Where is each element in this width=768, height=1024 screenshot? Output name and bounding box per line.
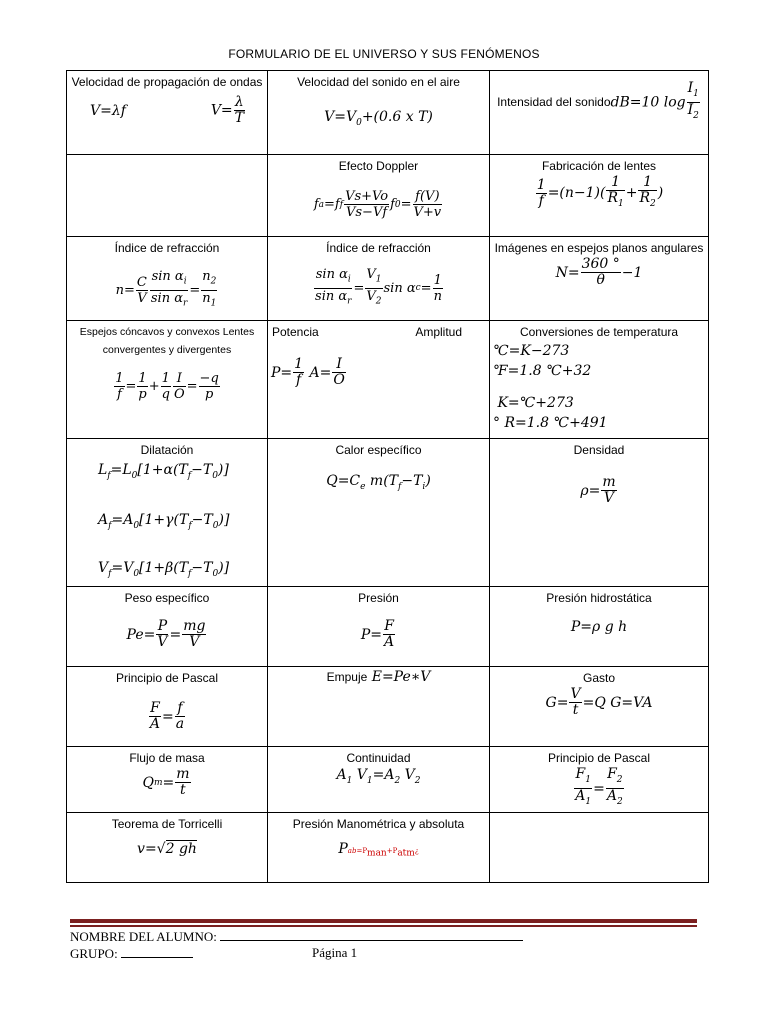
cell-title: Peso específico bbox=[124, 591, 210, 606]
cell-power-amplitude bbox=[268, 321, 490, 439]
cell-title: Presión Manométrica y absoluta bbox=[292, 816, 465, 831]
table-row bbox=[67, 71, 709, 155]
cell-title: Espejos cóncavos y convexos Lentes convergentes y divergentes bbox=[79, 326, 255, 356]
formula: $\frac{1}{f}$ =(n−1)( $\frac{1}{R_1}$ + $\frac{1}{R_2}$ ) bbox=[536, 174, 664, 209]
cell-title: Velocidad del sonido en el aire bbox=[297, 75, 460, 89]
table-row bbox=[67, 667, 709, 747]
formula: $\frac{F}{A}$ = $\frac{f}{a}$ bbox=[149, 700, 185, 733]
group-label: GRUPO: bbox=[70, 946, 118, 961]
cell-title: Gasto bbox=[582, 671, 615, 686]
document-title: FORMULARIO DE EL UNIVERSO Y SUS FENÓMENOS bbox=[228, 47, 540, 61]
table-row bbox=[67, 587, 709, 667]
cell-density bbox=[490, 439, 709, 587]
cell-specific-weight bbox=[67, 587, 268, 667]
cell-title: Efecto Doppler bbox=[338, 159, 419, 173]
formula: P= $\frac{F}{A}$ bbox=[360, 618, 395, 651]
formula: Intensidad del sonido dB=10 log $\frac{I_1}{I_2}$ bbox=[497, 80, 699, 121]
table-row bbox=[67, 439, 709, 587]
formula-table bbox=[66, 70, 709, 883]
cell-flow-rate bbox=[490, 667, 709, 747]
formula: n= $\frac{C}{V}$ $\frac{\sin \alpha_i}{\sin \alpha_r}$ = $\frac{n_2}{n_1}$ bbox=[115, 269, 217, 309]
cell-pascal-2 bbox=[490, 747, 709, 813]
cell-title: Flujo de masa bbox=[129, 751, 205, 766]
cell-refraction-index-1 bbox=[67, 237, 268, 321]
cell-title: Imágenes en espejos planos angulares bbox=[494, 241, 704, 255]
cell-dilation bbox=[67, 439, 268, 587]
student-name-line[interactable] bbox=[220, 928, 523, 941]
cell-sound-intensity bbox=[490, 71, 709, 155]
formula: $\frac{1}{f}$ = $\frac{1}{p}$ + $\frac{1}{q}$ $\frac{I}{O}$ = $\frac{-q}{p}$ bbox=[115, 371, 219, 402]
table-row bbox=[67, 155, 709, 237]
cell-title: Dilatación bbox=[140, 443, 194, 457]
cell-buoyancy bbox=[268, 667, 490, 747]
cell-title: Principio de Pascal bbox=[547, 751, 651, 766]
cell-title: Conversiones de temperatura bbox=[519, 325, 679, 339]
cell-hydrostatic bbox=[490, 587, 709, 667]
cell-mirrors-lenses bbox=[67, 321, 268, 439]
cell-title: Índice de refracción bbox=[326, 241, 431, 255]
formula: v=√2 gh bbox=[137, 840, 197, 857]
cell-doppler bbox=[268, 155, 490, 237]
table-row bbox=[67, 747, 709, 813]
formula: $V=V_0+(0.6$ x T) bbox=[324, 109, 433, 128]
formula: $L_f=L_0[1+\alpha(T_f-T_0)]$ $A_f=A_0[1+\gamma(T_f-T_0)]$ $V_f=V_0[1+\beta(T_f-T_0)]$ bbox=[98, 462, 230, 579]
formula: Empuje E=Pe∗V bbox=[326, 669, 431, 686]
table-row bbox=[67, 812, 709, 882]
cell-refraction-index-2 bbox=[268, 237, 490, 321]
table-row bbox=[67, 237, 709, 321]
formula: N= $\frac{360 ^\circ}{\theta}$ −1 bbox=[555, 256, 643, 288]
formula: $\frac{F_1}{A_1}$ = $\frac{F_2}{A_2}$ bbox=[575, 766, 623, 807]
formula: Pe= $\frac{P}{V}$ = $\frac{mg}{V}$ bbox=[126, 618, 206, 651]
footer bbox=[70, 928, 523, 962]
formula: $Q=C_e$ $m(T_f-T_i)$ bbox=[326, 473, 431, 492]
footer-divider-thin bbox=[70, 925, 697, 927]
cell-title-power: Potencia bbox=[272, 325, 319, 339]
cell-pascal-1 bbox=[67, 667, 268, 747]
cell-specific-heat bbox=[268, 439, 490, 587]
cell-title: Velocidad de propagación de ondas bbox=[71, 75, 263, 89]
cell-title: Empuje bbox=[326, 670, 368, 685]
cell-title: Fabricación de lentes bbox=[541, 159, 657, 173]
formula: $P𝑎𝑏=P_{man}+P_{atm}¿$ bbox=[338, 840, 419, 859]
cell-title: Principio de Pascal bbox=[115, 671, 219, 686]
cell-wave-speed bbox=[67, 71, 268, 155]
formula: f a =f f $\frac{Vs+Vo}{Vs-Vf}$ f 0 = $\frac{f(V)}{V+v}$ bbox=[313, 189, 442, 220]
student-name-label: NOMBRE DEL ALUMNO: bbox=[70, 929, 217, 944]
cell-continuity bbox=[268, 747, 490, 813]
cell-plane-mirrors bbox=[490, 237, 709, 321]
group-line[interactable] bbox=[121, 945, 193, 958]
cell-title: Continuidad bbox=[346, 751, 411, 766]
cell-title: Índice de refracción bbox=[114, 241, 220, 255]
formula: $A_1$ $V_1=A_2$ $V_2$ bbox=[336, 767, 421, 787]
formula: G= $\frac{V}{t}$ =Q G=VA bbox=[545, 686, 653, 719]
cell-gauge-pressure bbox=[268, 812, 490, 882]
formula: ℃=K−273 ℉=1.8 ℃+32 K=℃+273 ° R=1.8 ℃+491 bbox=[493, 343, 608, 431]
footer-divider bbox=[70, 919, 697, 923]
formula: Q m = $\frac{m}{t}$ bbox=[142, 766, 190, 799]
cell-empty bbox=[490, 812, 709, 882]
table-row bbox=[67, 321, 709, 439]
cell-title: Calor específico bbox=[335, 443, 422, 457]
cell-title: Presión bbox=[358, 591, 399, 606]
page-number: Página 1 bbox=[312, 945, 358, 960]
cell-empty bbox=[67, 155, 268, 237]
formula: P=ρ g h bbox=[570, 619, 628, 636]
cell-temperature bbox=[490, 321, 709, 439]
cell-title-amplitude: Amplitud bbox=[415, 325, 462, 339]
cell-title: Intensidad del sonido bbox=[497, 95, 611, 110]
formula: V=λf V= $\frac{\lambda}{T}$ bbox=[90, 94, 244, 126]
cell-lens-making bbox=[490, 155, 709, 237]
cell-mass-flow bbox=[67, 747, 268, 813]
formula: ρ= $\frac{m}{V}$ bbox=[580, 474, 616, 506]
cell-title: Presión hidrostática bbox=[546, 591, 652, 606]
cell-pressure bbox=[268, 587, 490, 667]
cell-sound-speed bbox=[268, 71, 490, 155]
cell-title: Teorema de Torricelli bbox=[111, 816, 223, 831]
cell-title: Densidad bbox=[573, 443, 625, 457]
formula: P= $\frac{1}{f}$ A= $\frac{I}{O}$ bbox=[271, 356, 345, 388]
formula: $\frac{\sin \alpha_i}{\sin \alpha_r}$ = $\frac{V_1}{V_2}$ sin α c = $\frac{1}{n}$ bbox=[315, 267, 442, 307]
cell-torricelli bbox=[67, 812, 268, 882]
